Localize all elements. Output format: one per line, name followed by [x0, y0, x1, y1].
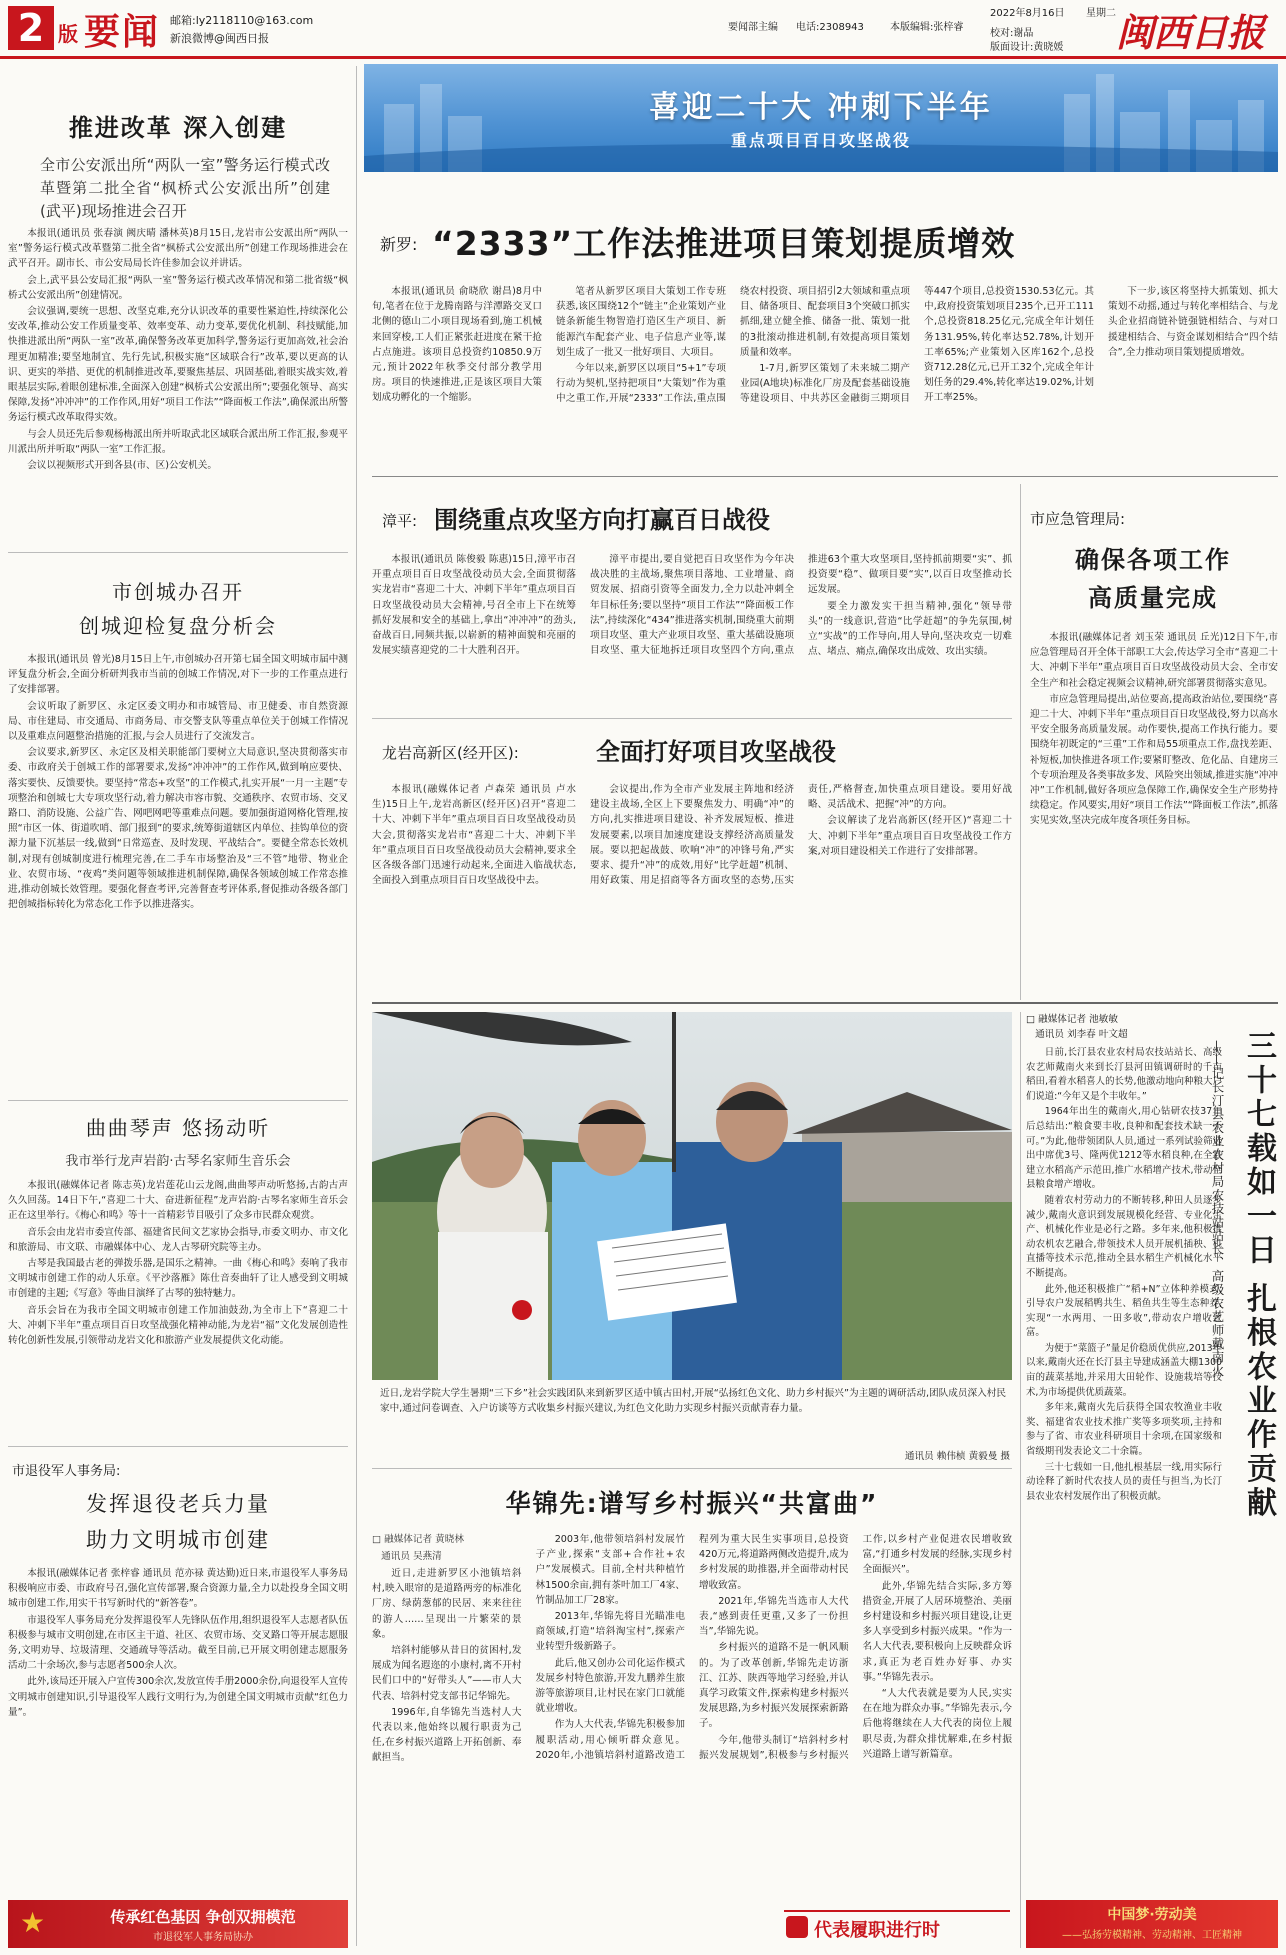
article-body: [8, 1566, 348, 1892]
paragraph: 此外,华锦先结合实际,多方筹措资金,开展了人居环境整治、美丽乡村建设和乡村振兴项目建设,让更多人享受到乡村振兴成果。“作为一名人大代表,要积极向上反映群众诉求,真正为老百姓办好事、办实事。”华锦先表示。: [862, 1580, 1012, 1683]
story-kicker: 龙岩高新区(经开区):: [382, 744, 519, 762]
paragraph: 本报讯(融媒体记者 刘玉荣 通讯员 丘光)12日下午,市应急管理局召开全体干部职工大会,传达学习全市“喜迎二十大、冲刺下半年”重点项目百日攻坚战役动员大会、全市安全生产和社会稳定视频会议精神,研究部署贯彻落实意见。: [1030, 632, 1278, 689]
paragraph: 会议解读了龙岩高新区(经开区)“喜迎二十大、冲刺下半年”重点项目百日攻坚战役工作方案,对项目建设相关工作进行了安排部署。: [808, 815, 1012, 857]
paragraph: 本报讯(通讯员 张春演 阙庆晴 潘林英)8月15日,龙岩市公安派出所“两队一室”警务运行模式改革暨第二批全省“枫桥式公安派出所”创建工作现场推进会在武平召开。副市长、市公安局局长许佳参加会议并讲话。: [8, 228, 348, 270]
story-subtitle-vertical-line: ——记长汀县农业农村局农技站站长、高级农艺师戴南火: [1210, 1040, 1225, 1378]
photo-caption: [380, 1386, 1006, 1446]
paragraph: 会上,武平县公安局汇报“两队一室”警务运行模式改革情况和第二批省级“枫桥式公安派出所”创建情况。: [8, 274, 348, 301]
paragraph: 本报讯(通讯员 陈俊毅 陈惠)15日,漳平市召开重点项目百日攻坚战役动员大会,全面贯彻落实龙岩市“喜迎二十大、冲刺下半年”重点项目百日攻坚战役动员大会精神,号召全市上下在统筹抓好发展和安全的基础上,拿出“冲冲冲”的劲头,奋战百日,同频共振,以崭新的精神面貌和亮丽的发展实绩喜迎党的二十大胜利召开。: [372, 554, 576, 657]
photo-credit: 通讯员 赖伟桢 黄毅曼 摄: [904, 1451, 1010, 1462]
byline: 通讯员 吴燕清: [381, 1551, 442, 1562]
masthead: [0, 0, 1286, 56]
byline-box-icon: □: [372, 1534, 385, 1545]
paragraph: 市退役军人事务局充分发挥退役军人先锋队伍作用,组织退役军人志愿者队伍积极参与城市文明创建,在市区主干道、社区、农贸市场、交叉路口等开展志愿服务,文明劝导、垃圾清理、交通疏导等活动。截至目前,已开展文明创建志愿服务活动二十余场次,参与志愿者500余人次。: [8, 1614, 348, 1672]
footer-banner-source: 市退役军人事务局协办: [153, 1932, 253, 1943]
caption-text: 近日,龙岩学院大学生暑期“三下乡”社会实践团队来到新罗区适中镇古田村,开展“弘扬红色文化、助力乡村振兴”为主题的调研活动,团队成员深入村民家中,通过问卷调查、入户访谈等方式收集乡村振兴建议,为红色文化助力实现乡村振兴贡献青春力量。: [380, 1388, 1006, 1414]
paragraph: 1996年,自华锦先当选村人大代表以来,他始终以履行职责为己任,在乡村振兴道路上开拓创新、奉献担当。: [372, 1706, 522, 1764]
paragraph: 此后,他又创办公司化运作模式发展乡村特色旅游,开发九鹏养生旅游等旅游项目,让村民在家门口就能就业增收。: [535, 1657, 685, 1715]
paragraph: 2013年,华锦先将目光瞄准电商领域,打造“培斜淘宝村”,探索产业转型升级新路子。: [535, 1611, 685, 1653]
paper-logo: 闽西日报: [1116, 10, 1265, 55]
story-title-vertical: 三十七载如一日 扎根农业作贡献: [1241, 1030, 1276, 1521]
article-kicker: 市退役军人事务局:: [12, 1464, 121, 1479]
story-title: 全面打好项目攻坚战役: [596, 738, 836, 766]
editor-label: 要闻部主编: [728, 22, 778, 33]
paragraph: 今年以来,新罗区以项目“5+1”专项行动为契机,坚持把项目“大策划”作为重中之重工作,开展“2333”工作法,重点围绕农村投资、项目招引2大领域和重点项目、储备项目、配套项目3个突破口抓实抓细,建立健全推、储备一批、策划一批的3批滚动推进机制,有效提高项目策划质量和效率。: [556, 286, 910, 405]
article-title: 市创城办召开: [112, 580, 244, 604]
weibo-label: 新浪微博@闽西日报: [170, 32, 269, 45]
story-title: 围绕重点攻坚方向打赢百日战役: [434, 506, 770, 534]
date-label: 2022年8月16日: [990, 8, 1065, 19]
column-tag-label: 代表履职进行时: [814, 1920, 940, 1941]
paragraph: 要全力激发实干担当精神,强化“领导带头”的一线意识,营造“比学赶超”的争先氛围,树立“实战”的工作导向,用人导向,坚决攻克一切难点、堵点、痛点,确保攻出成效、攻出实绩。: [808, 600, 1012, 658]
page-number-box: 2: [8, 6, 54, 50]
divider: [8, 1446, 348, 1447]
article-title: 推进改革 深入创建: [68, 114, 288, 142]
paragraph: 此外,该局还开展入户宣传300余次,发放宣传手册2000余份,向退役军人宣传文明城市创建知识,引导退役军人践行文明行为,为创建全国文明城市贡献“红色力量”。: [8, 1676, 348, 1718]
story-body: [372, 552, 1012, 708]
byline: □ 融媒体记者 池敏敏: [1026, 1014, 1118, 1025]
email-label: 邮箱:ly2118110@163.com: [170, 14, 314, 27]
paragraph: 作为人大代表,华锦先积极参加履职活动,用心倾听群众意见。2020年,小池镇培斜村道路改造工程列为重大民生实事项目,总投资420万元,将道路两侧改造提升,成为乡村发展的助推器,并全面带动村民增收致富。: [535, 1534, 849, 1761]
divider: [8, 1100, 348, 1101]
story-body: [372, 782, 1012, 980]
story-title: 华锦先:谱写乡村振兴“共富曲”: [505, 1489, 879, 1518]
labor-banner: [1026, 1900, 1278, 1948]
paragraph: 近日,走进新罗区小池镇培斜村,映入眼帘的是道路两旁的标准化厂房、绿荫葱郁的民居、来来往往的游人……呈现出一片繁荣的景象。: [372, 1568, 522, 1640]
footer-banner: [8, 1900, 348, 1948]
designer-label: 版面设计:黄晓媛: [990, 42, 1064, 53]
phone-label: 电话:2308943: [796, 22, 864, 33]
story-title: 确保各项工作: [1075, 546, 1231, 574]
topic-banner: [364, 64, 1278, 172]
article-subtitle: 我市举行龙声岩韵·古琴名家师生音乐会: [65, 1154, 291, 1169]
divider: [1020, 1012, 1021, 1948]
divider: [372, 476, 1278, 477]
paragraph: 本报讯(融媒体记者 张梓睿 通讯员 范亦禄 黄达勤)近日来,市退役军人事务局积极响应市委、市政府号召,强化宣传部署,聚合资源力量,全力以赴投身全国文明城市创建工作,用实干书写新时代的“新答卷”。: [8, 1568, 348, 1610]
story-kicker: 漳平:: [382, 512, 418, 530]
paragraph: 2003年,他带领培斜村发展竹子产业,探索“支部+合作社+农户”发展模式。目前,全村共种植竹林1500余亩,拥有茶叶加工厂4家、竹制品加工厂28家。: [535, 1534, 685, 1606]
paragraph: 音乐会由龙岩市委宣传部、福建省民间文艺家协会指导,市委文明办、市文化和旅游局、市文联、市融媒体中心、龙人古琴研究院等主办。: [8, 1226, 348, 1253]
article-subtitle: 全市公安派出所“两队一室”警务运行模式改革暨第二批全省“枫桥式公安派出所”创建(武平)现场推进会召开: [40, 156, 330, 220]
byline: □ 融媒体记者 黄晓林: [372, 1534, 464, 1545]
speech-bubble-icon: [786, 1916, 808, 1938]
paragraph: 漳平市提出,要自觉把百日攻坚作为今年决战决胜的主战场,聚焦项目落地、工业增量、商贸发展、招商引资等全面发力,全力以赴冲刺全年目标任务;要以坚持“项目工作法”“降面板工作法”,持续深化“434”推进落实机制,围绕重大前期项目攻坚、重大产业项目攻坚、重大基础设施项目攻坚、重大征地拆迁项目攻坚四个方向,重点推进63个重大攻坚项目,坚持抓前期要“实”、抓投资要“稳”、做项目要“实”,以百日攻坚推动长远发展。: [590, 554, 1012, 657]
divider: [372, 1468, 1012, 1469]
paragraph: 1-7月,新罗区策划了未来城二期产业园(A地块)标准化厂房及配套基础设施等建设项目、中共苏区金融街三期项目等447个项目,总投资1530.53亿元。其中,政府投资策划项目235个,已开工111个,总投资818.25亿元,完成全年计划任务131.95%,转化率达52.78%,计划开工率65%;产业策划入区库162个,总投资712.28亿元,已开工32个,完成全年计划任务的29.4%,转化率达19.02%,计划开工率25%。: [740, 286, 1094, 405]
star-icon: ★: [20, 1906, 46, 1939]
photo-students-survey: [372, 1012, 1012, 1380]
byline-box-icon: □: [1026, 1014, 1039, 1025]
paragraph: 今年,他带头制订“培斜村乡村振兴发展规划”,积极参与乡村振兴工作,以乡村产业促进农民增收致富,“打通乡村发展的经脉,实现乡村全面振兴”。: [699, 1534, 1012, 1761]
paragraph: 多年来,戴南火先后获得全国农牧渔业丰收奖、福建省农业技术推广奖等多项奖项,主持和参与了省、市农业科研项目十余项,在国家级和省级期刊发表论文二十余篇。: [1026, 1402, 1222, 1458]
article-title: 曲曲琴声 悠扬动听: [85, 1116, 271, 1140]
story-title-line2: 高质量完成: [1088, 584, 1218, 612]
story-title: “2333”工作法推进项目策划提质增效: [432, 224, 1016, 263]
divider: [1020, 484, 1021, 1000]
article-body: [8, 1178, 348, 1438]
story-byline: [1026, 1012, 1226, 1042]
labor-banner-sub: ——弘扬劳模精神、劳动精神、工匠精神: [1062, 1930, 1242, 1941]
paragraph: 会议提出,作为全市产业发展主阵地和经济建设主战场,全区上下要聚焦发力、明确“冲”的方向,扎实推进项目建设、补齐发展短板、推进发展要素,以项目加速度建设支撑经济高质量发展。要以把起战鼓、吹响“冲”的冲锋号角,严实要求、提升“冲”的成效,用好“比学赶超”机制、用好政策、用足招商等各方面攻坚的态势,压实责任,严格督查,加快重点项目建设。要用好战略、灵活战术、把握“冲”的方向。: [590, 784, 1012, 887]
paragraph: 古琴是我国最古老的弹拨乐器,是国乐之精神。一曲《梅心和鸣》奏响了我市文明城市创建工作的动人乐章。《平沙落雁》陈仕音奏曲轩了让人感受到文明城市创建的主题;《写意》等曲目演绎了古琴的独特魅力。: [8, 1258, 348, 1300]
divider: [8, 552, 348, 553]
labor-banner-title: 中国梦·劳动美: [1107, 1907, 1197, 1923]
paragraph: 本报讯(融媒体记者 陈志英)龙岩莲花山云龙阁,曲曲琴声动听悠扬,古韵古声久久回荡。14日下午,“喜迎二十大、奋进新征程”龙声岩韵·古琴名家师生音乐会正在这里举行。《梅心和鸣》等十一首精彩节目吸引了众多市民群众观赏。: [8, 1180, 348, 1222]
paragraph: 本报讯(融媒体记者 卢森荣 通讯员 卢水生)15日上午,龙岩高新区(经开区)召开“喜迎二十大、冲刺下半年”重点项目百日攻坚战役动员大会,贯彻落实龙岩市“喜迎二十大、冲刺下半年”重点项目百日攻坚战役动员大会精神,要求全区各级各部门迅速行动起来,全面进入临战状态,全面投入到重点项目百日攻坚战役中去。: [372, 784, 576, 887]
paragraph: 会议以视频形式开到各县(市、区)公安机关。: [27, 460, 217, 472]
story-body: [1026, 1046, 1222, 1894]
news-photo: [372, 1012, 1012, 1380]
paragraph: 笔者从新罗区项目大策划工作专班获悉,该区围绕12个“链主”企业策划产业链条新能生物智造打造区生产项目、新能源汽车配套产业、电子信息产业等,谋划生成了一批又一批好项目、大项目。: [556, 286, 726, 358]
masthead-rule: [0, 56, 1286, 59]
story-kicker: 市应急管理局:: [1030, 510, 1126, 528]
paragraph: 音乐会旨在为我市全国文明城市创建工作加油鼓劲,为全市上下“喜迎二十大、冲刺下半年”重点项目百日攻坚战强化精神动能,为龙岩“福”文化发展创造性转化创新性发展,引领带动龙岩文化和旅游产业发展提供文化动能。: [8, 1304, 348, 1347]
paragraph: 市应急管理局提出,站位要高,提高政治站位,要围绕“喜迎二十大、冲刺下半年”重点项目百日攻坚战役,努力以高水平安全服务高质量发展。动作要快,提高工作执行能力。要围绕年初既定的“三重”工作和局55项重点工作,盘找差距、补短板,加快推进各项工作;要紧盯整改、危化品、自建房三个专项治理及各类事故多发、风险突出领域,推进实施“冲冲冲”工作机制,做好各项应急保障工作,确保安全生产形势持续稳定。作风要实,用好“项目工作法”“降面板工作法”,抓落实见实效,坚决完成年度各项任务目标。: [1030, 693, 1278, 827]
story-body: [372, 284, 1278, 470]
paragraph: 会议要求,新罗区、永定区及相关职能部门要树立大局意识,坚决贯彻落实市委、市政府关于创城工作的部署要求,发扬“冲冲冲”的工作作风,做到响应要快、落实要快、反馈要快。要坚持“常态+攻坚”的工作模式,扎实开展“一月一主题”专项整治和创城七大专项攻坚行动,着力解决市容市貌、交通秩序、农贸市场、交叉路口、消防设施、公益广告、网吧网吧等重难点问题。要加强街道网格化管理,按照“市区一体、街道吹哨、部门报到”的要求,统筹街道辖区内单位、挂钩单位的资源力量下沉基层一线,做到“日常巡查、及时发现、平战结合”。要健全常态长效机制,对现有创城制度进行梳理完善,在二手车市场整治及“三不管”地带、物业企业、农贸市场、“夜鸡”类问题等领域推进机制保障,确保各领域创城工作常态推进,推动创城长效管理。要强化督查考评,完善督查考评体系,督促推动各级各部门把创城指标转化为常态化工作予以推进落实。: [8, 747, 348, 911]
divider: [372, 718, 1012, 719]
banner-title: 喜迎二十大 冲刺下半年: [649, 90, 993, 125]
paragraph: 下一步,该区将坚持大抓策划、抓大策划不动摇,通过与转化率相结合、与龙头企业招商链补链强链相结合、与对口援建相结合、与资金谋划相结合“四个结合”,全力推动项目策划提质增效。: [1108, 286, 1278, 358]
paragraph: 2021年,华锦先当选市人大代表,“感到责任更重,又多了一份担当”,华锦先说。: [699, 1595, 849, 1638]
paragraph: 会议强调,要统一思想、改坚克难,充分认识改革的重要性紧迫性,持续深化公安改革,推动公安工作质量变革、效率变革、动力变革,要优化机制、科技赋能,加快推进派出所“两队一室”改革,确保警务改革更加科学,警务运行更加高效,社会治理更加精准;要坚地制宜、先行先试,积极实施“区域联合行”改革,要以更高的认识、更实的举措、更优的机制推进改革,要聚焦基层、巩固基础,着眼实战实效,着眼基层实际,着眼创建标准,全面深入创建“枫桥式公安派出所”;要强化领导、高实保障,发扬“冲冲冲”的工作作风,用好“项目工作法”“降面板工作法”,确保派出所警务运行模式改革取得实效。: [8, 306, 348, 424]
paragraph: 为便于“菜篮子”量足价稳质优供应,2013年以来,戴南火还在长汀县主导建成涵盖大棚1300亩的蔬菜基地,并采用大田轮作、设施栽培等技术,为市场提供优质蔬菜。: [1026, 1342, 1222, 1398]
article-title: 发挥退役老兵力量: [86, 1492, 270, 1516]
byline: 通讯员 刘李春 叶文超: [1035, 1029, 1128, 1040]
proofreader-label: 校对:谢晶: [990, 28, 1034, 39]
story-body: [1030, 630, 1278, 996]
article-title-line2: 助力文明城市创建: [86, 1528, 270, 1552]
article-body: [8, 226, 348, 544]
article-body: [8, 652, 348, 1094]
paragraph: 三十七载如一日,他扎根基层一线,用实际行动诠释了新时代农技人员的责任与担当,为长汀县农业农村发展作出了积极贡献。: [1026, 1461, 1222, 1502]
story-body: [372, 1532, 1012, 1902]
paragraph: “人大代表就是要为人民,实实在在地为群众办事。”华锦先表示,今后他将继续在人大代表的岗位上履职尽责,为群众排忧解难,在乡村振兴道路上谱写新篇章。: [862, 1688, 1012, 1760]
footer-banner-title: 传承红色基因 争创双拥模范: [110, 1908, 296, 1926]
paragraph: 乡村振兴的道路不是一帆风顺的。为了改革创新,华锦先走访浙江、江苏、陕西等地学习经验,并认真学习政策文件,探索构建乡村振兴发展思路,为乡村振兴发展探索新路子。: [699, 1642, 849, 1730]
section-name: 要闻: [84, 12, 161, 53]
paragraph: 本报讯(通讯员 俞晓欣 谢昌)8月中旬,笔者在位于龙腾南路与洋潭路交叉口北侧的德山二小项目现场看到,施工机械来回穿梭,工人们正紧张赶进度在紧干抢占点施进。该项目总投资约10850.9万元,预计2022年秋季交付部分教学用房。项目的快速推进,正是该区项目大策划成功孵化的一个缩影。: [372, 286, 542, 404]
paragraph: 本报讯(通讯员 曾光)8月15日上午,市创城办召开第七届全国文明城市届中测评复盘分析会,全面分析研判我市当前的创城工作情况,对下一步的工作重点进行了安排部署。: [8, 654, 348, 696]
weekday-label: 星期二: [1086, 8, 1116, 19]
divider: [372, 1002, 1278, 1004]
paragraph: 会议听取了新罗区、永定区委文明办和市城管局、市卫健委、市自然资源局、市住建局、市交通局、市商务局、市交警支队等重点单位关于创城工作情况以及重难点问题整治措施的汇报,与会人员进行了交流发言。: [8, 700, 348, 743]
banner-subtitle: 重点项目百日攻坚战役: [730, 131, 911, 150]
paragraph: 培斜村能够从昔日的贫困村,发展成为闻名遐迩的小康村,离不开村民们口中的“好带头人”——市人大代表、培斜村党支部书记华锦先。: [372, 1645, 522, 1702]
duty-editor-label: 本版编辑:张梓睿: [890, 22, 964, 33]
paragraph: 随着农村劳动力的不断转移,种田人员逐步减少,戴南火意识到发展规模化经营、专业化生产、机械化作业是必行之路。多年来,他积极推动农机农艺融合,带领技术人员开展机插秧、机直播等技术示范,推动全县水稻生产机械化水平不断提高。: [1026, 1194, 1222, 1279]
paragraph: 与会人员还先后参观杨梅派出所并听取武北区域联合派出所工作汇报,参观平川派出所并听取“两队一室”工作汇报。: [8, 428, 348, 455]
paragraph: 此外,他还积极推广“稻+N”立体种养模式,引导农户发展稻鸭共生、稻鱼共生等生态种养,实现“一水两用、一田多收”,带动农户增收致富。: [1026, 1283, 1222, 1339]
paragraph: 日前,长汀县农业农村局农技站站长、高级农艺师戴南火来到长汀县河田镇调研时的千亩稻田,看着水稻喜人的长势,他激动地向种粮大户们说道:“今年又是个丰收年。”: [1026, 1047, 1222, 1102]
page-unit: 版: [58, 22, 78, 46]
article-title-line2: 创城迎检复盘分析会: [79, 614, 277, 638]
column-divider: [356, 66, 357, 1946]
story-kicker: 新罗:: [380, 235, 418, 254]
column-tag: [784, 1910, 1010, 1946]
paragraph: 1964年出生的戴南火,用心钻研农技37年后总结出:“粮食要丰收,良种和配套技术缺一不可。”为此,他带领团队人员,通过一系列试验筛选出中席优3号、隆两优1212等水稻良种,在全县建立水稻高产示范田,推广水稻增产技术,带动全县粮食增产增收。: [1026, 1106, 1222, 1191]
